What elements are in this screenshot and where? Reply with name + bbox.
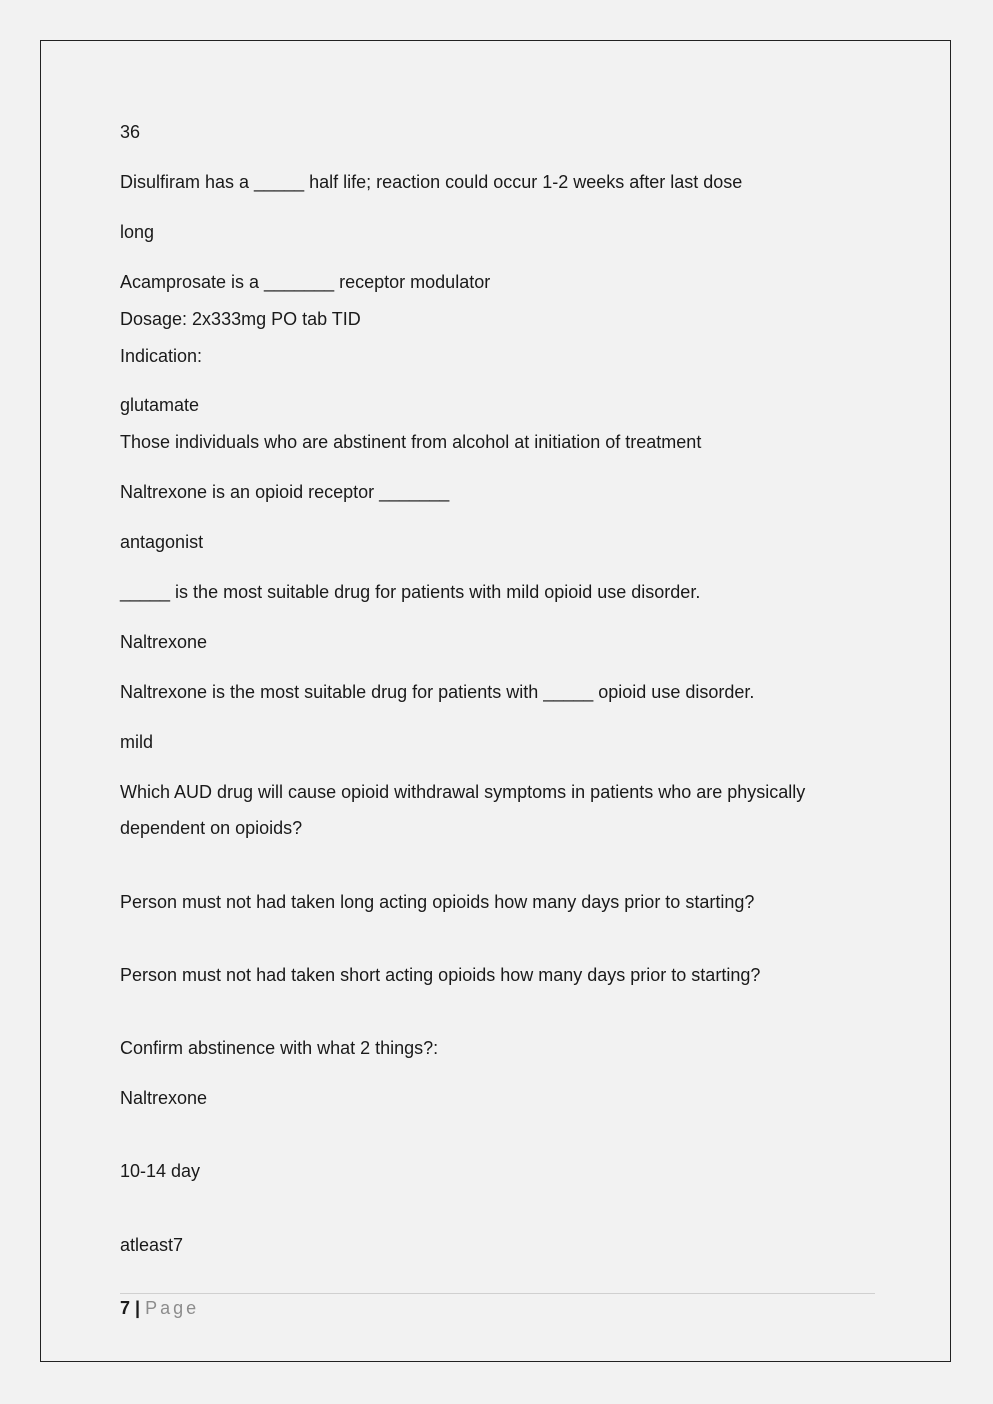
card-number: 36 [120, 122, 141, 142]
page-label: Page [145, 1298, 200, 1318]
page-separator: | [130, 1298, 146, 1318]
acamprosate-indication: Indication: [120, 346, 203, 366]
question-acamprosate: Acamprosate is a _______ receptor modulator [120, 272, 491, 292]
footer-divider [120, 1293, 875, 1294]
acamprosate-dosage: Dosage: 2x333mg PO tab TID [120, 309, 361, 329]
answer-antagonist: antagonist [120, 532, 204, 552]
answer-mild: mild [120, 732, 154, 752]
answer-glutamate: glutamate [120, 395, 200, 415]
answer-long: long [120, 222, 155, 242]
question-suitable-drug: _____ is the most suitable drug for patients with mild opioid use disorder. [120, 582, 701, 602]
answer-naltrexone-2: Naltrexone [120, 1088, 208, 1108]
page-number: 7 [120, 1298, 131, 1318]
question-severity: Naltrexone is the most suitable drug for patients with _____ opioid use disorder. [120, 682, 755, 702]
answer-indication: Those individuals who are abstinent from alcohol at initiation of treatment [120, 432, 702, 452]
question-confirm-abstinence: Confirm abstinence with what 2 things?: [120, 1038, 439, 1058]
answer-10-14-day: 10-14 day [120, 1161, 201, 1181]
page-footer [120, 1297, 199, 1319]
question-long-acting: Person must not had taken long acting opioids how many days prior to starting? [120, 892, 755, 912]
question-short-acting: Person must not had taken short acting opioids how many days prior to starting? [120, 965, 761, 985]
question-withdrawal: Which AUD drug will cause opioid withdrawal symptoms in patients who are physically dependent on opioids? [120, 782, 806, 838]
answer-naltrexone: Naltrexone [120, 632, 208, 652]
question-naltrexone-receptor: Naltrexone is an opioid receptor _______ [120, 482, 450, 502]
question-disulfiram: Disulfiram has a _____ half life; reaction could occur 1-2 weeks after last dose [120, 172, 743, 192]
answer-atleast7: atleast7 [120, 1235, 184, 1255]
